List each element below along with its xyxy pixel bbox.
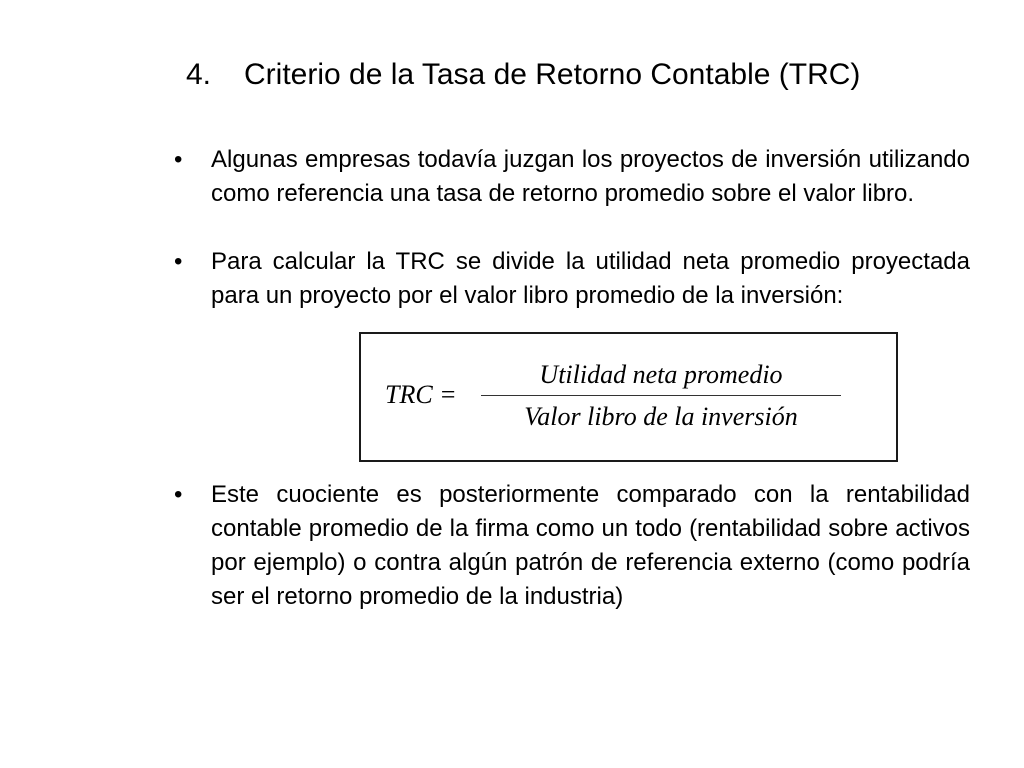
slide-title-text: Criterio de la Tasa de Retorno Contable (TRC) [244, 58, 861, 91]
bullet-text: Algunas empresas todavía juzgan los proyectos de inversión utilizando como referencia una tasa de retorno promedio sobre el valor libro. [211, 146, 970, 207]
slide-title-number: 4. [186, 58, 212, 91]
bullet-text: Este cuociente es posteriormente comparado con la rentabilidad contable promedio de la firma como un todo (rentabilidad sobre activos por ejemplo) o contra algún patrón de referencia externo (como podría ser el retorno promedio de la industria) [211, 481, 970, 610]
bullet-dot-icon: • [174, 248, 183, 275]
bullet-item [174, 478, 970, 614]
fraction-bar [481, 395, 841, 396]
bullet-text: Para calcular la TRC se divide la utilidad neta promedio proyectada para un proyecto por el valor libro promedio de la inversión: [211, 248, 970, 309]
formula-lhs: TRC = [385, 380, 457, 409]
bullet-dot-icon: • [174, 481, 183, 508]
bullet-dot-icon: • [174, 146, 183, 173]
formula-numerator: Utilidad neta promedio [539, 360, 783, 389]
slide-title [186, 56, 860, 94]
formula-denominator: Valor libro de la inversión [524, 402, 798, 431]
formula-box [359, 332, 898, 462]
formula-fraction [481, 358, 841, 434]
bullet-item [174, 143, 970, 211]
bullet-item [174, 245, 970, 313]
